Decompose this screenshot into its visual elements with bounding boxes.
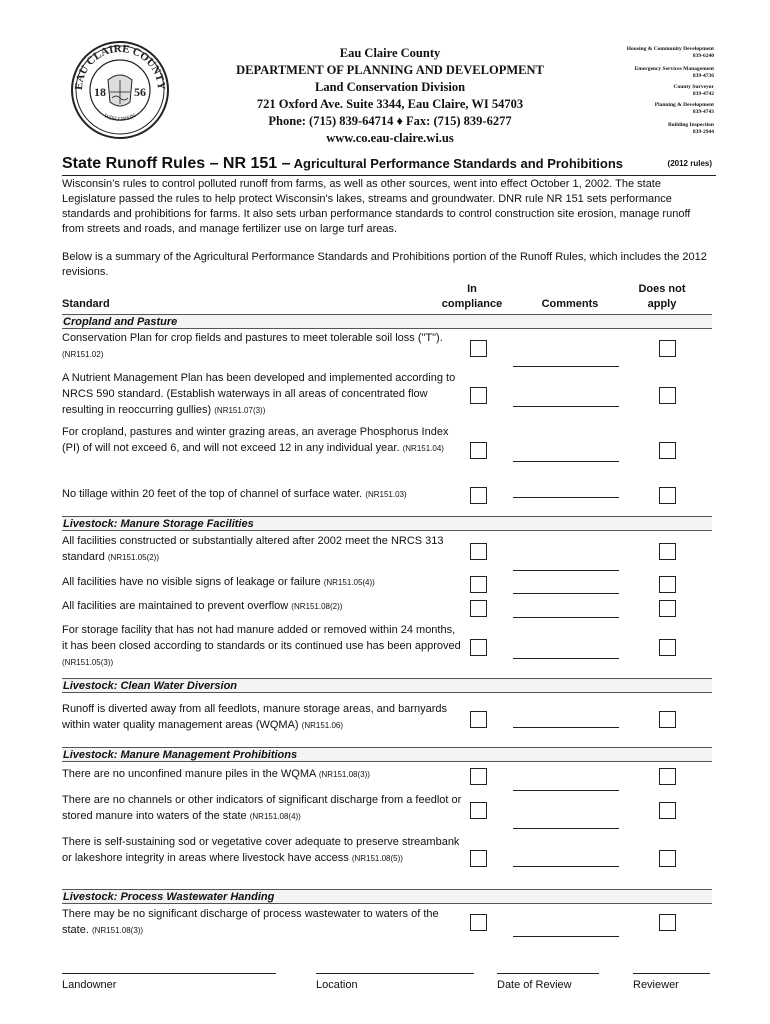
seal-top-text: EAU CLAIRE COUNTY: [72, 42, 168, 91]
division-name: Land Conservation Division: [314, 80, 466, 94]
item-no-manure-piles: There are no unconfined manure piles in the WQMA (NR151.08(3)): [62, 768, 370, 780]
seal-year-left: 18: [94, 85, 106, 99]
comments-line[interactable]: [513, 366, 619, 367]
item-no-channels: There are no channels or other indicators of significant discharge from a feedlot or stored manure into waters of the state (NR151.08(4)): [62, 794, 462, 822]
item-facilities-overflow: All facilities are maintained to prevent overflow (NR151.08(2)): [62, 600, 343, 612]
item-storage-closed: For storage facility that has not had manure added or removed within 24 months, it has been closed according to standards or its continued use has been approved (NR151.05(3)): [62, 624, 461, 667]
col-does-not-apply: Does not apply: [638, 283, 686, 310]
comments-line[interactable]: [513, 866, 619, 867]
compliance-checkbox[interactable]: [470, 576, 487, 593]
date-of-review-label: Date of Review: [497, 979, 572, 991]
website[interactable]: www.co.eau-claire.wi.us: [326, 131, 454, 145]
item-facilities-leakage: All facilities have no visible signs of leakage or failure (NR151.05(4)): [62, 576, 375, 588]
page-title: State Runoff Rules – NR 151 – Agricultural Performance Standards and Prohibitions: [62, 155, 624, 172]
compliance-checkbox[interactable]: [470, 850, 487, 867]
comments-line[interactable]: [513, 617, 619, 618]
comments-line[interactable]: [513, 570, 619, 571]
item-vegetative-cover: There is self-sustaining sod or vegetative cover adequate to preserve streambank or lakeshore integrity in areas where livestock have access (NR151.08(5)): [62, 836, 460, 864]
comments-line[interactable]: [513, 406, 619, 407]
comments-line[interactable]: [513, 497, 619, 498]
not-apply-checkbox[interactable]: [659, 914, 676, 931]
compliance-checkbox[interactable]: [470, 639, 487, 656]
compliance-checkbox[interactable]: [470, 802, 487, 819]
not-apply-checkbox[interactable]: [659, 387, 676, 404]
reviewer-line[interactable]: [633, 973, 710, 974]
compliance-checkbox[interactable]: [470, 711, 487, 728]
compliance-checkbox[interactable]: [470, 543, 487, 560]
not-apply-checkbox[interactable]: [659, 442, 676, 459]
landowner-signature-line[interactable]: [62, 973, 276, 974]
item-conservation-plan: Conservation Plan for crop fields and pastures to meet tolerable soil loss ("T"). (NR151.02): [62, 332, 443, 359]
not-apply-checkbox[interactable]: [659, 768, 676, 785]
not-apply-checkbox[interactable]: [659, 576, 676, 593]
item-no-tillage: No tillage within 20 feet of the top of channel of surface water. (NR151.03): [62, 488, 407, 500]
item-runoff-diverted: Runoff is diverted away from all feedlots, manure storage areas, and barnyards within water quality management areas (WQMA) (NR151.06): [62, 703, 447, 731]
not-apply-checkbox[interactable]: [659, 711, 676, 728]
col-comments: Comments: [541, 298, 599, 310]
contact-housing: Housing & Community Development 839-6240: [626, 46, 714, 59]
county-name: Eau Claire County: [339, 46, 441, 60]
contact-building: Building Inspection 839-2944: [667, 122, 714, 135]
compliance-checkbox[interactable]: [470, 387, 487, 404]
contact-emergency: Emergency Services Management 839-4736: [634, 66, 714, 79]
compliance-checkbox[interactable]: [470, 914, 487, 931]
compliance-checkbox[interactable]: [470, 768, 487, 785]
phone-fax: Phone: (715) 839-64714 ♦ Fax: (715) 839-6277: [268, 114, 512, 128]
location-label: Location: [316, 979, 358, 991]
item-wastewater-discharge: There may be no significant discharge of process wastewater to waters of the state. (NR151.08(3)): [62, 908, 439, 936]
section-manure-storage: Livestock: Manure Storage Facilities: [62, 516, 712, 531]
col-standard: Standard: [62, 298, 110, 310]
not-apply-checkbox[interactable]: [659, 340, 676, 357]
not-apply-checkbox[interactable]: [659, 600, 676, 617]
department-name: DEPARTMENT OF PLANNING AND DEVELOPMENT: [236, 63, 544, 77]
svg-text:WISCONSIN: [103, 113, 137, 123]
not-apply-checkbox[interactable]: [659, 543, 676, 560]
date-of-review-line[interactable]: [497, 973, 599, 974]
section-wastewater: Livestock: Process Wastewater Handing: [62, 889, 712, 904]
item-nutrient-plan: A Nutrient Management Plan has been developed and implemented according to NRCS 590 standard. (Establish waterways in all areas of concentrated flow resulting in reoccurring gullies) (NR151.07(3)): [62, 372, 456, 416]
item-facilities-nrcs: All facilities constructed or substantially altered after 2002 meet the NRCS 313 standard (NR151.05(2)): [62, 535, 444, 563]
not-apply-checkbox[interactable]: [659, 639, 676, 656]
section-manure-prohibitions: Livestock: Manure Management Prohibitions: [62, 747, 712, 762]
rules-note: (2012 rules): [667, 159, 712, 168]
comments-line[interactable]: [513, 790, 619, 791]
comments-line[interactable]: [513, 593, 619, 594]
location-line[interactable]: [316, 973, 474, 974]
office-address: 721 Oxford Ave. Suite 3344, Eau Claire, WI 54703: [256, 97, 524, 111]
comments-line[interactable]: [513, 658, 619, 659]
seal-year-right: 56: [134, 85, 146, 99]
comments-line[interactable]: [513, 936, 619, 937]
header-block: [200, 45, 580, 147]
comments-line[interactable]: [513, 461, 619, 462]
title-bar: [62, 155, 716, 176]
item-phosphorus-index: For cropland, pastures and winter grazing areas, an average Phosphorus Index (PI) of will not exceed 6, and will not exceed 12 in any individual year. (NR151.04): [62, 426, 449, 454]
contact-planning: Planning & Development 839-4743: [654, 102, 714, 115]
section-clean-water: Livestock: Clean Water Diversion: [62, 678, 712, 693]
not-apply-checkbox[interactable]: [659, 802, 676, 819]
comments-line[interactable]: [513, 828, 619, 829]
reviewer-label: Reviewer: [633, 979, 679, 991]
not-apply-checkbox[interactable]: [659, 487, 676, 504]
col-in-compliance: In compliance: [441, 283, 503, 310]
contact-surveyor: County Surveyor 839-4742: [673, 84, 714, 97]
compliance-checkbox[interactable]: [470, 442, 487, 459]
not-apply-checkbox[interactable]: [659, 850, 676, 867]
comments-line[interactable]: [513, 727, 619, 728]
compliance-checkbox[interactable]: [470, 487, 487, 504]
seal-bottom-text: WISCONSIN: [103, 113, 137, 123]
county-seal-logo: [70, 40, 170, 140]
section-cropland: Cropland and Pasture: [62, 314, 712, 329]
intro-paragraph-2: Below is a summary of the Agricultural Performance Standards and Prohibitions portion of the Runoff Rules, which includes the 2012 revisions.: [62, 251, 707, 278]
intro-paragraph-1: Wisconsin’s rules to control polluted runoff from farms, as well as other sources, went into effect October 1, 2002. The state Legislature passed the rules to help protect Wisconsin's lakes, streams and groundwater. DNR rule NR 151 sets performance standards and prohibitions for farms. It also sets urban performance standards to control construction site erosion, manage runoff from streets and roads, and manage fertilizer use on large turf areas.: [62, 178, 691, 235]
compliance-checkbox[interactable]: [470, 600, 487, 617]
compliance-checkbox[interactable]: [470, 340, 487, 357]
landowner-label: Landowner: [62, 979, 117, 991]
